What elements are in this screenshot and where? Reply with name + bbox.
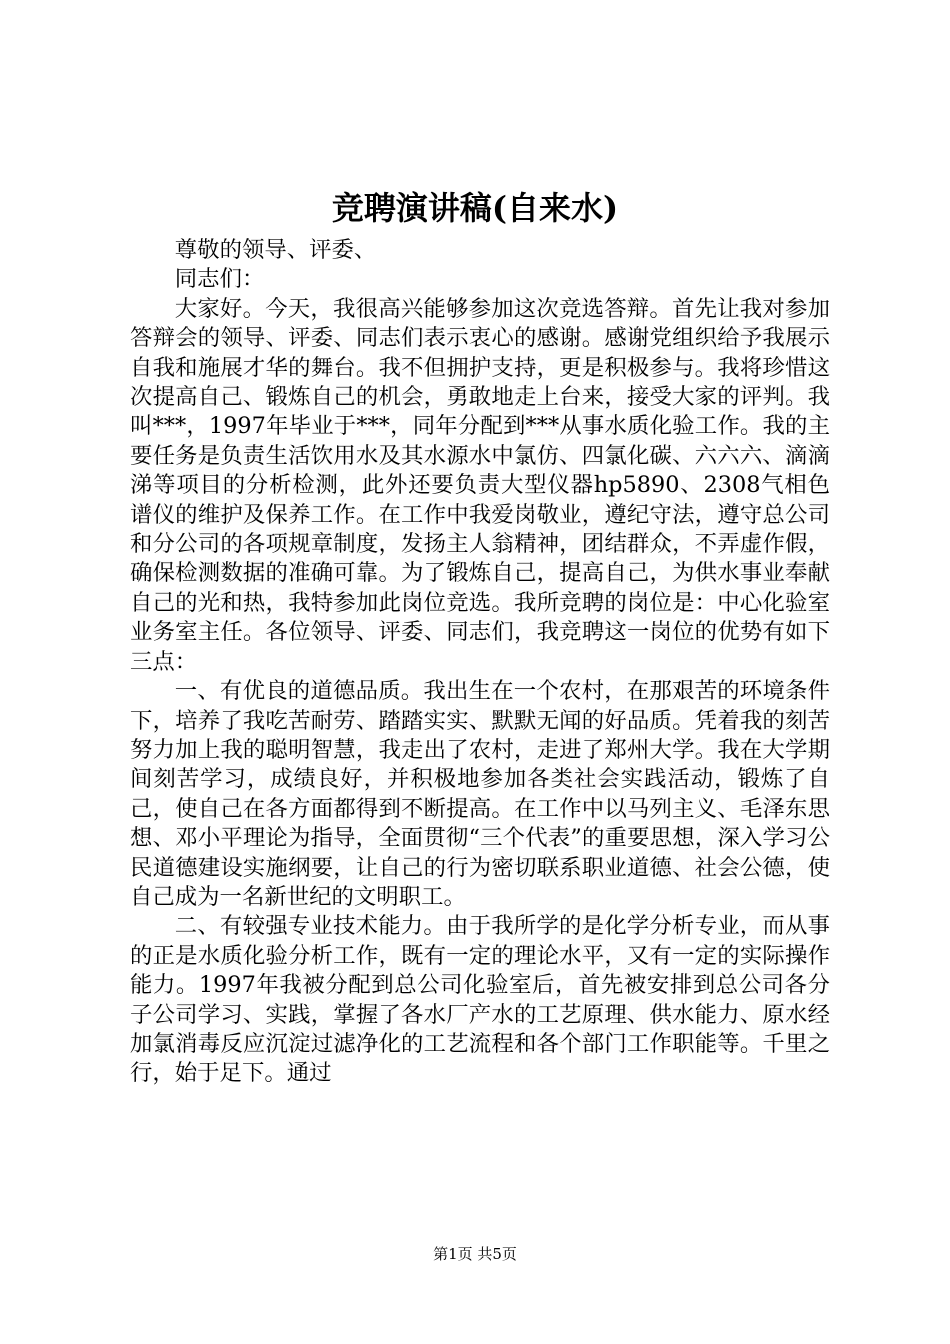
paragraph-point-2: 二、有较强专业技术能力。由于我所学的是化学分析专业，而从事的正是水质化验分析工作，既有一定的理论水平，又有一定的实际操作能力。1997年我被分配到总公司化验室后，首先被安排到总公司各分子公司学习、实践，掌握了各水厂产水的工艺原理、供水能力、原水经加氯消毒反应沉淀过滤净化的工艺流程和各个部门工作职能等。千里之行，始于足下。通过 (130, 913, 830, 1087)
salutation-line-1: 尊敬的领导、评委、 (174, 237, 377, 263)
paragraph-point-1: 一、有优良的道德品质。我出生在一个农村，在那艰苦的环境条件下，培养了我吃苦耐劳、踏踏实实、默默无闻的好品质。凭着我的刻苦努力加上我的聪明智慧，我走出了农村，走进了郑州大学。我在大学期间刻苦学习，成绩良好，并积极地参加各类社会实践活动，锻炼了自己，使自己在各方面都得到不断提高。在工作中以马列主义、毛泽东思想、邓小平理论为指导，全面贯彻“三个代表”的重要思想，深入学习公民道德建设实施纲要，让自己的行为密切联系职业道德、社会公德，使自己成为一名新世纪的文明职工。 (130, 678, 830, 910)
document-body (130, 236, 830, 1089)
salutation-line-2: 同志们： (174, 266, 265, 293)
paragraph-intro: 大家好。今天，我很高兴能够参加这次竞选答辩。首先让我对参加答辩会的领导、评委、同志们表示衷心的感谢。感谢党组织给予我展示自我和施展才华的舞台。我不但拥护支持，更是积极参与。我将珍惜这次提高自己、锻炼自己的机会，勇敢地走上台来，接受大家的评判。我叫***，1997年毕业于***，同年分配到***从事水质化验工作。我的主要任务是负责生活饮用水及其水源水中氯仿、四氯化碳、六六六、滴滴涕等项目的分析检测，此外还要负责大型仪器hp5890、2308气相色谱仪的维护及保养工作。在工作中我爱岗敬业，遵纪守法，遵守总公司和分公司的各项规章制度，发扬主人翁精神，团结群众，不弄虚作假，确保检测数据的准确可靠。为了锻炼自己，提高自己，为供水事业奉献自己的光和热，我特参加此岗位竞选。我所竞聘的岗位是：中心化验室业务室主任。各位领导、评委、同志们，我竞聘这一岗位的优势有如下三点： (130, 295, 830, 675)
document-title: 竞聘演讲稿(自来水) (331, 189, 619, 227)
page-footer: 第1页 共5页 (433, 1245, 517, 1263)
